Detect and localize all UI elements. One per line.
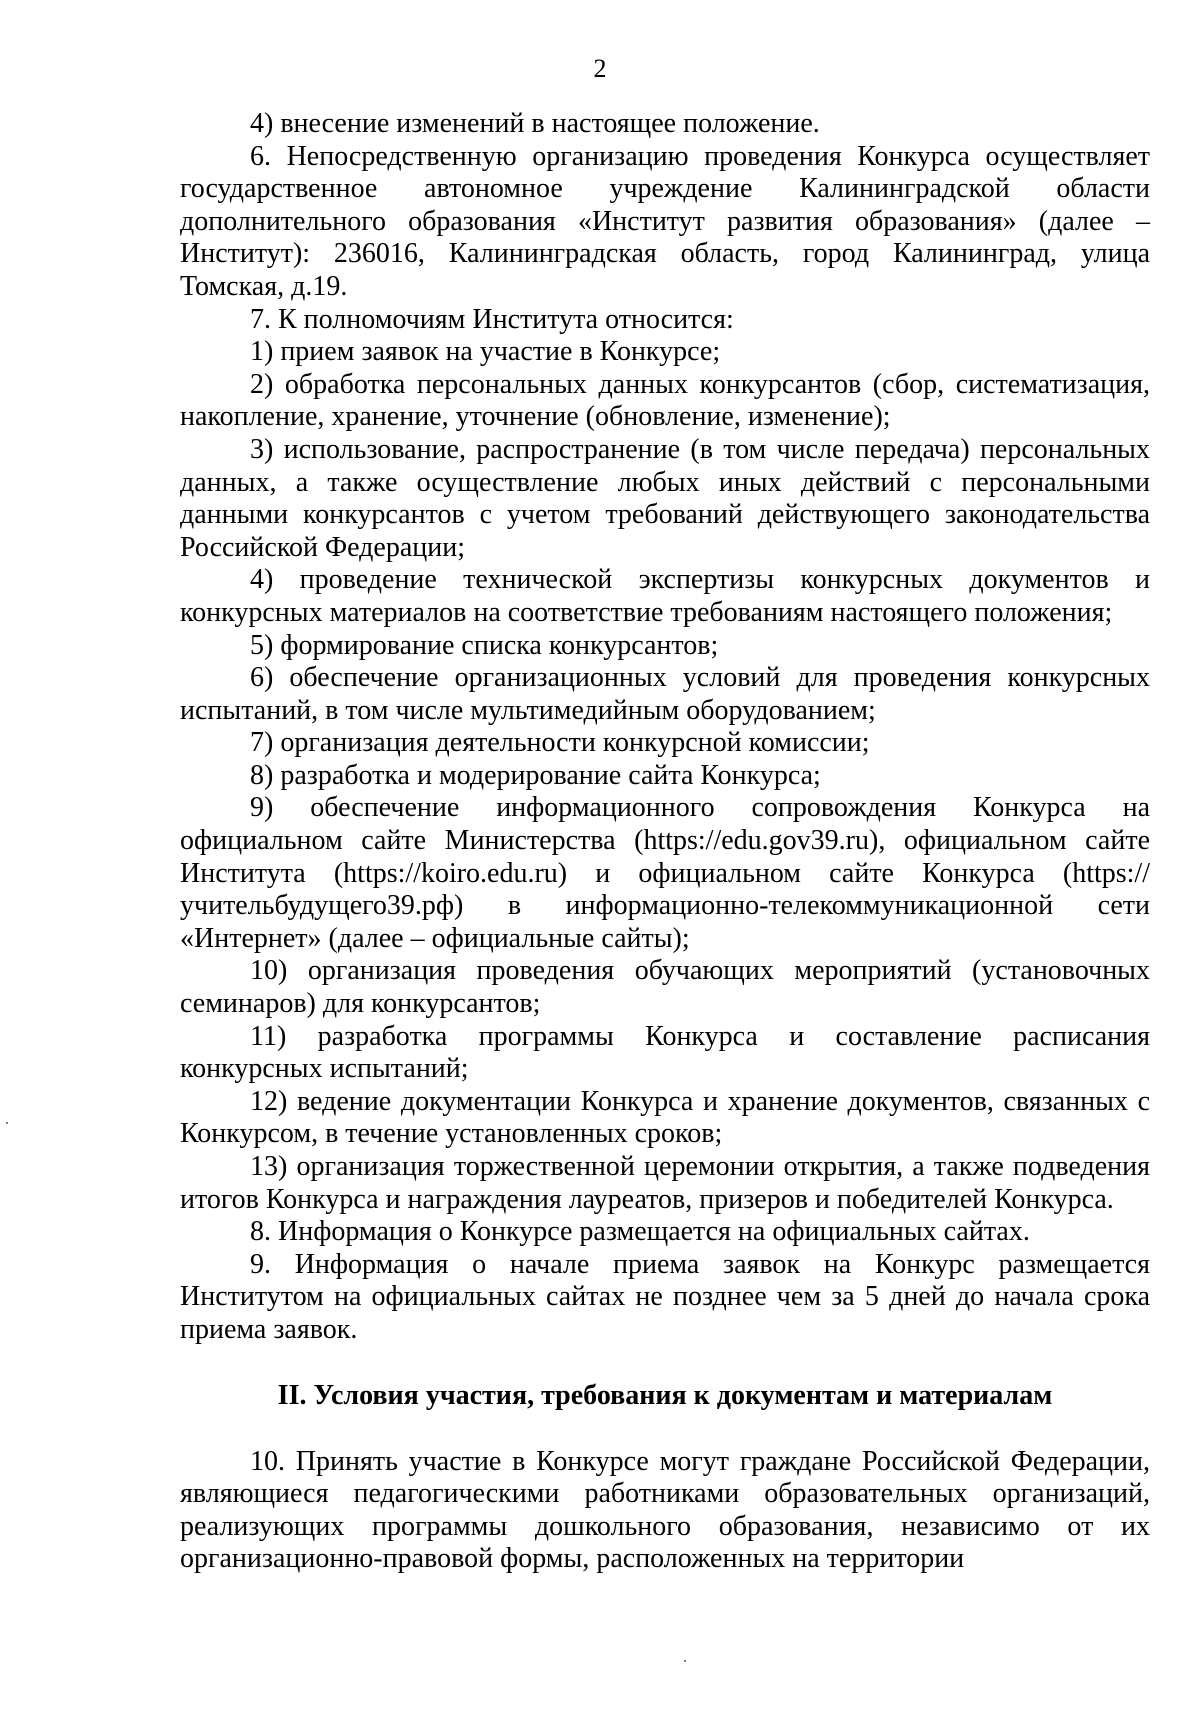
list-item: 1) прием заявок на участие в Конкурсе; xyxy=(250,336,721,368)
list-item: 11) разработка программы Конкурса и составление расписания конкурсных испытаний; xyxy=(180,1020,1150,1085)
page-number: 2 xyxy=(593,54,607,83)
list-item: 3) использование, распространение (в том числе передача) персональных данных, а также осуществление любых иных действий с персональными данными конкурсантов с учетом требований действующего законодательства Российской Федерации; xyxy=(180,433,1150,563)
list-item: 4) проведение технической экспертизы конкурсных документов и конкурсных материалов на соответствие требованиям настоящего положения; xyxy=(180,564,1150,628)
list-item: 10) организация проведения обучающих мероприятий (установочных семинаров) для конкурсантов; xyxy=(180,955,1150,1020)
scan-speck xyxy=(684,1660,686,1662)
paragraph: 10. Принять участие в Конкурсе могут граждане Российской Федерации, являющиеся педагогическими работниками образовательных организаций, реализующих программы дошкольного образования, независимо от их организационно-правовой формы, расположенных на территории xyxy=(180,1445,1150,1575)
list-item: 9) обеспечение информационного сопровождения Конкурса на официальном сайте Министерства (https://edu.gov39.ru), официальном сайте Института (https://koiro.edu.ru) и официальном сайте Конкурса (https://учительбудущего39.рф) в информационно-телекоммуникационной сети «Интернет» (далее – официальные сайты); xyxy=(180,792,1150,954)
list-item: 7) организация деятельности конкурсной комиссии; xyxy=(250,727,870,759)
scan-speck xyxy=(6,1122,8,1124)
list-item: 5) формирование списка конкурсантов; xyxy=(250,629,719,661)
paragraph: 9. Информация о начале приема заявок на Конкурс размещается Институтом на официальных сайтах не позднее чем за 5 дней до начала срока приема заявок. xyxy=(180,1248,1150,1345)
list-item: 6) обеспечение организационных условий для проведения конкурсных испытаний, в том числе мультимедийным оборудованием; xyxy=(180,662,1150,726)
list-item: 8) разработка и модерирование сайта Конкурса; xyxy=(250,759,821,791)
paragraph: 8. Информация о Конкурсе размещается на официальных сайтах. xyxy=(250,1216,1030,1248)
paragraph: 6. Непосредственную организацию проведения Конкурса осуществляет государственное автономное учреждение Калининградской области дополнительного образования «Институт развития образования» (далее – Институт): 236016, Калининградская область, город Калининград, улица Томская, д.19. xyxy=(180,140,1150,302)
paragraph: 7. К полномочиям Института относится: xyxy=(250,303,734,335)
list-item: 13) организация торжественной церемонии открытия, а также подведения итогов Конкурса и награждения лауреатов, призеров и победителей Конкурса. xyxy=(180,1151,1150,1215)
section-heading: II. Условия участия, требования к документам и материалам xyxy=(277,1379,1053,1411)
list-item: 12) ведение документации Конкурса и хранение документов, связанных с Конкурсом, в течение установленных сроков; xyxy=(180,1085,1150,1150)
document-body xyxy=(180,108,1150,1576)
paragraph: 4) внесение изменений в настоящее положение. xyxy=(250,108,820,139)
list-item: 2) обработка персональных данных конкурсантов (сбор, систематизация, накопление, хранение, уточнение (обновление, изменение); xyxy=(180,368,1150,433)
